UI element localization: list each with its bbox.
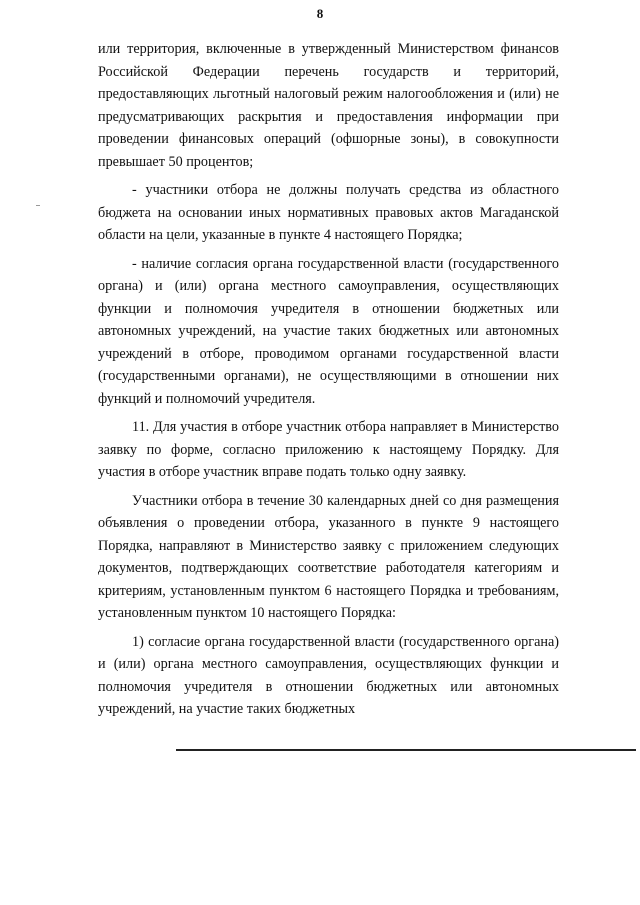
page-number: 8 (316, 6, 324, 21)
footer-rule (176, 749, 636, 751)
document-body (98, 38, 559, 721)
paragraph-no-regional-funds: - участники отбора не должны получать средства из областного бюджета на основании иных нормативных правовых актов Магаданской области на цели, указанные в пункте 4 настоящего Порядка; (98, 182, 559, 243)
paragraph-offshore-continuation: или территория, включенные в утвержденный Министерством финансов Российской Федерации перечень государств и территорий, предоставляющих льготный налоговый режим налогообложения и (или) не предусматривающих раскрытия и предоставления информации при проведении финансовых операций (офшорные зоны), в совокупности превышает 50 процентов; (98, 41, 559, 170)
paragraph-item-1: 1) согласие органа государственной власти (государственного органа) и (или) органа местного самоуправления, осуществляющих функции и полномочия учредителя в отношении бюджетных или автономных учреждений, на участие таких бюджетных (98, 633, 559, 717)
margin-mark (36, 205, 40, 206)
paragraph-founder-consent: - наличие согласия органа государственной власти (государственного органа) и (или) органа местного самоуправления, осуществляющих функции и полномочия учредителя в отношении бюджетных или автономных учреждений, на участие таких бюджетных или автономных учреждений в отборе, проводимом органами государственной власти (государственными органами), не осуществляющими в отношении них функций и полномочий учредителя. (98, 255, 559, 407)
paragraph-clause-11: 11. Для участия в отборе участник отбора направляет в Министерство заявку по форме, согласно приложению к настоящему Порядку. Для участия в отборе участник вправе подать только одну заявку. (98, 419, 559, 480)
paragraph-application-deadline: Участники отбора в течение 30 календарных дней со дня размещения объявления о проведении отбора, указанного в пункте 9 настоящего Порядка, направляют в Министерство заявку с приложением следующих документов, подтверждающих соответствие работодателя категориям и критериям, установленным пунктом 6 настоящего Порядка и требованиям, установленным пунктом 10 настоящего Порядка: (98, 492, 559, 621)
